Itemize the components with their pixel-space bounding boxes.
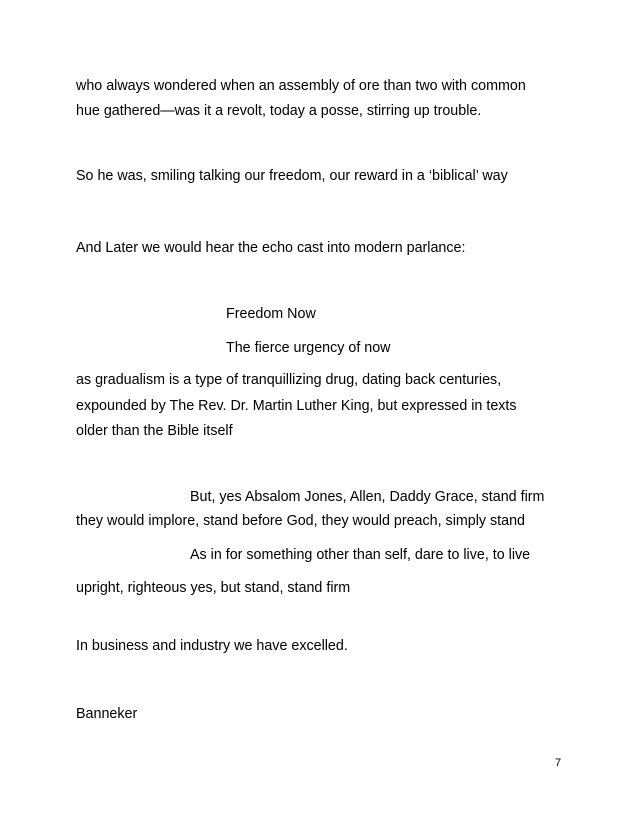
text-line-9: older than the Bible itself — [76, 423, 233, 439]
text-line-15: Banneker — [76, 706, 138, 722]
text-line-4: And Later we would hear the echo cast into modern parlance: — [76, 240, 466, 256]
text-line-8: expounded by The Rev. Dr. Martin Luther King, but expressed in texts — [76, 398, 517, 414]
text-line-5: Freedom Now — [226, 306, 316, 322]
text-line-1: who always wondered when an assembly of ore than two with common — [76, 78, 526, 94]
text-line-6: The fierce urgency of now — [226, 340, 391, 356]
text-line-10: But, yes Absalom Jones, Allen, Daddy Grace, stand firm — [190, 489, 545, 505]
text-line-12: As in for something other than self, dare to live, to live — [190, 547, 531, 563]
text-line-14: In business and industry we have excelled. — [76, 638, 348, 654]
text-line-7: as gradualism is a type of tranquillizing drug, dating back centuries, — [76, 372, 502, 388]
text-line-3: So he was, smiling talking our freedom, our reward in a ‘biblical’ way — [76, 168, 508, 184]
text-line-11: they would implore, stand before God, they would preach, simply stand — [76, 513, 526, 529]
text-line-2: hue gathered—was it a revolt, today a posse, stirring up trouble. — [76, 103, 482, 119]
text-line-13: upright, righteous yes, but stand, stand firm — [76, 580, 351, 596]
page-number: 7 — [555, 757, 562, 769]
